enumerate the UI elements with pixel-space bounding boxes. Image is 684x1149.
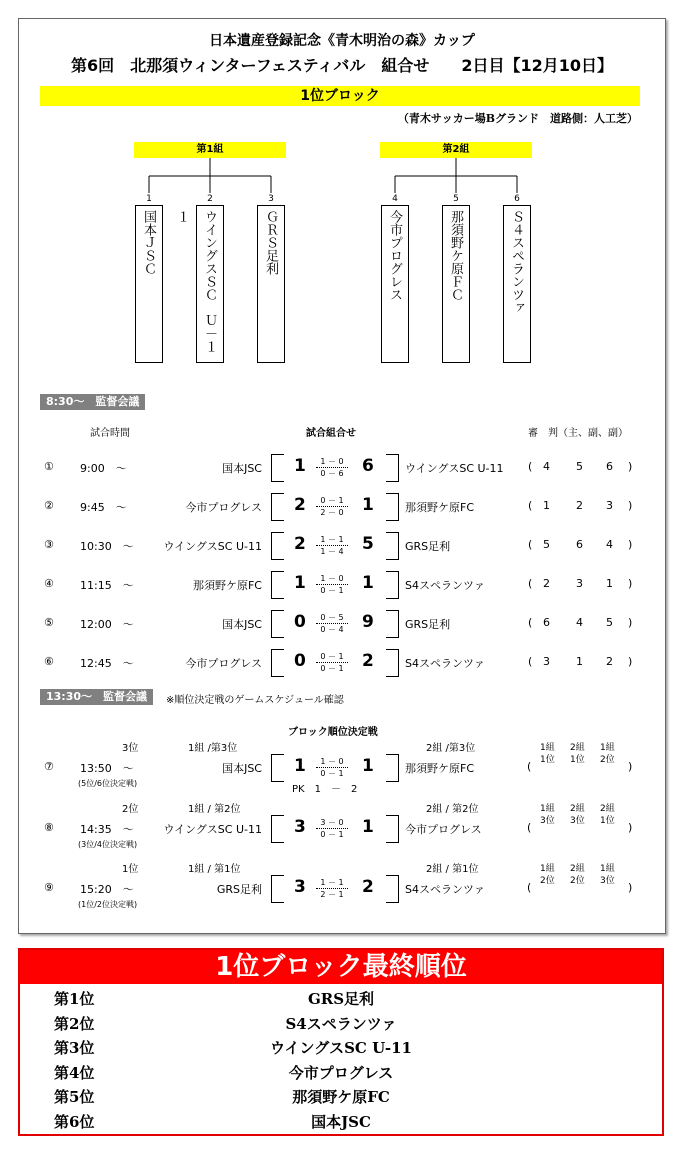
half-scores — [312, 535, 352, 556]
bracket-left — [271, 875, 284, 903]
team-box: ＧＲＳ足利 — [257, 205, 285, 363]
half-divider — [316, 623, 348, 624]
half-scores — [312, 457, 352, 478]
referee: 6 — [576, 538, 583, 551]
playoff-home-label: 1組 /第3位 — [188, 743, 238, 754]
bracket-right — [386, 493, 399, 521]
playoff-away-label: 2組 /第3位 — [426, 743, 476, 754]
half-scores — [312, 878, 352, 899]
home-score: 2 — [294, 534, 306, 554]
first-half-away: 0 — [338, 757, 344, 766]
team-number: 4 — [392, 194, 398, 204]
second-half-away: 1 — [338, 890, 344, 899]
standing-team: 那須野ケ原FC — [292, 1088, 390, 1106]
second-half: 0 － 4 — [320, 625, 344, 634]
match-time: 9:45 ～ — [80, 501, 127, 514]
first-half: 1 － 1 — [320, 535, 344, 544]
ref-open: ( — [527, 760, 532, 773]
referee: 5 — [606, 616, 613, 629]
team-box: ウイングスＳＣ Ｕ－１１ — [196, 205, 224, 363]
col-time: 試合時間 — [90, 428, 130, 439]
bracket-left — [271, 493, 284, 521]
first-half: 0 － 1 — [320, 496, 344, 505]
referee-group: 1組 — [540, 804, 555, 814]
half-divider — [316, 545, 348, 546]
first-half-home: 1 — [320, 574, 326, 583]
ref-close: ) — [628, 616, 633, 629]
referee-rank: 2位 — [600, 755, 615, 765]
second-half-away: 1 — [338, 769, 344, 778]
col-match: 試合組合せ — [306, 428, 356, 439]
referee-rank: 1位 — [540, 755, 555, 765]
half-divider — [316, 828, 348, 829]
referee: 6 — [606, 460, 613, 473]
pk-score: PK 1 － 2 — [292, 784, 358, 795]
first-half: 0 － 1 — [320, 652, 344, 661]
bracket-right — [386, 610, 399, 638]
ref-close: ) — [628, 881, 633, 894]
away-team: 那須野ケ原FC — [405, 762, 475, 775]
first-half-home: 0 — [320, 496, 326, 505]
first-half-away: 5 — [338, 613, 344, 622]
team-number: 2 — [207, 194, 213, 204]
team-number: 5 — [453, 194, 459, 204]
team-number: 1 — [146, 194, 152, 204]
match-row — [0, 608, 684, 638]
bracket-right — [386, 815, 399, 843]
ref-close: ) — [628, 499, 633, 512]
ref-close: ) — [628, 460, 633, 473]
playoff-away-label: 2組 / 第1位 — [426, 864, 479, 875]
bracket-left — [271, 454, 284, 482]
away-score: 9 — [362, 612, 374, 632]
first-half-away: 1 — [338, 878, 344, 887]
referee: 3 — [606, 499, 613, 512]
match-number: ⑧ — [44, 821, 54, 834]
ref-close: ) — [628, 538, 633, 551]
referee: 3 — [576, 577, 583, 590]
away-score: 2 — [362, 651, 374, 671]
meeting2-tag: 13:30～ 監督会議 — [40, 689, 153, 705]
ref-open: ( — [528, 616, 533, 629]
half-divider — [316, 888, 348, 889]
home-score: 1 — [294, 456, 306, 476]
second-half-home: 0 — [320, 586, 326, 595]
playoff-home-label: 1組 / 第2位 — [188, 804, 241, 815]
standing-rank: 第3位 — [54, 1039, 95, 1057]
away-team: S4スペランツァ — [405, 579, 485, 592]
second-half-away: 4 — [338, 547, 344, 556]
second-half-home: 0 — [320, 769, 326, 778]
referee: 6 — [543, 616, 550, 629]
match-number: ② — [44, 499, 54, 512]
bracket-left — [271, 532, 284, 560]
match-row — [0, 647, 684, 677]
away-team: GRS足利 — [405, 618, 451, 631]
referee: 1 — [576, 655, 583, 668]
team-box: Ｓ４スペランツァ — [503, 205, 531, 363]
second-half: 0 － 1 — [320, 830, 344, 839]
referee: 5 — [576, 460, 583, 473]
match-number: ③ — [44, 538, 54, 551]
first-half: 1 － 0 — [320, 574, 344, 583]
match-row — [0, 569, 684, 599]
first-half-home: 0 — [320, 613, 326, 622]
standing-team: GRS足利 — [307, 990, 375, 1008]
ref-open: ( — [527, 881, 532, 894]
standing-rank: 第4位 — [54, 1063, 95, 1082]
second-half-home: 0 — [320, 830, 326, 839]
standing-team: ウイングスSC U-11 — [269, 1039, 412, 1057]
ref-open: ( — [528, 460, 533, 473]
second-half: 2 － 1 — [320, 890, 344, 899]
match-time: 15:20 ～ — [80, 883, 134, 896]
first-half: 1 － 0 — [320, 457, 344, 466]
home-team: 国本JSC — [222, 618, 262, 631]
first-half-home: 1 — [320, 535, 326, 544]
referee-rank: 3位 — [600, 876, 615, 886]
bracket-right — [386, 571, 399, 599]
match-time: 14:35 ～ — [80, 823, 134, 836]
away-score: 1 — [362, 756, 374, 776]
first-half-away: 1 — [338, 496, 344, 505]
group1-label: 第1組 — [134, 142, 286, 158]
away-score: 2 — [362, 877, 374, 897]
first-half-away: 1 — [338, 652, 344, 661]
ref-close: ) — [628, 655, 633, 668]
first-half-home: 0 — [320, 652, 326, 661]
standing-row — [20, 1013, 662, 1037]
referee: 3 — [543, 655, 550, 668]
home-score: 0 — [294, 651, 306, 671]
referee: 2 — [606, 655, 613, 668]
match-number: ① — [44, 460, 54, 473]
bracket-right — [386, 454, 399, 482]
second-half-home: 1 — [320, 547, 326, 556]
ref-open: ( — [528, 577, 533, 590]
half-scores — [312, 496, 352, 517]
first-half-home: 1 — [320, 878, 326, 887]
referee-group: 1組 — [600, 864, 615, 874]
away-team: GRS足利 — [405, 540, 451, 553]
second-half: 0 － 1 — [320, 586, 344, 595]
second-half-home: 0 — [320, 664, 326, 673]
team-box: 国本ＪＳＣ — [135, 205, 163, 363]
home-team: 今市プログレス — [185, 501, 262, 514]
away-score: 1 — [362, 817, 374, 837]
referee-group: 2組 — [600, 804, 615, 814]
first-half: 1 － 0 — [320, 757, 344, 766]
ref-close: ) — [628, 577, 633, 590]
half-scores — [312, 613, 352, 634]
first-half-away: 0 — [338, 457, 344, 466]
match-number: ④ — [44, 577, 54, 590]
home-team: ウイングスSC U-11 — [163, 823, 262, 836]
match-number: ⑦ — [44, 760, 54, 773]
second-half: 0 － 1 — [320, 769, 344, 778]
second-half-away: 4 — [338, 625, 344, 634]
match-time: 11:15 ～ — [80, 579, 134, 592]
home-team: 那須野ケ原FC — [192, 579, 262, 592]
group2-label: 第2組 — [380, 142, 532, 158]
group-bracket-lines — [0, 0, 684, 210]
second-half-home: 2 — [320, 508, 326, 517]
standing-rank: 第1位 — [54, 990, 95, 1008]
first-half-home: 1 — [320, 757, 326, 766]
match-time: 13:50 ～ — [80, 762, 134, 775]
bracket-right — [386, 754, 399, 782]
referee-rank: 3位 — [540, 816, 555, 826]
referee-group: 1組 — [540, 864, 555, 874]
bracket-left — [271, 649, 284, 677]
first-half-home: 1 — [320, 457, 326, 466]
second-half-home: 0 — [320, 469, 326, 478]
playoff-subtitle: (5位/6位決定戦) — [78, 779, 138, 788]
home-score: 3 — [294, 877, 306, 897]
match-time: 9:00 ～ — [80, 462, 127, 475]
bracket-left — [271, 610, 284, 638]
event-subtitle: 第6回 北那須ウィンターフェスティバル 組合せ 2日目【12月10日】 — [71, 56, 613, 75]
second-half: 0 － 1 — [320, 664, 344, 673]
match-time: 10:30 ～ — [80, 540, 134, 553]
standing-rank: 第2位 — [54, 1014, 95, 1033]
first-half: 0 － 5 — [320, 613, 344, 622]
referee-rank: 2位 — [570, 876, 585, 886]
home-score: 1 — [294, 573, 306, 593]
standing-team: 今市プログレス — [288, 1063, 394, 1082]
ref-close: ) — [628, 760, 633, 773]
standing-row — [20, 1086, 662, 1110]
team-box: 今市プログレス — [381, 205, 409, 363]
half-scores — [312, 574, 352, 595]
away-team: S4スペランツァ — [405, 657, 485, 670]
standing-row — [20, 1037, 662, 1061]
final-standings-title: 1位ブロック最終順位 — [20, 950, 662, 984]
referee-rank: 1位 — [570, 755, 585, 765]
bracket-right — [386, 532, 399, 560]
half-divider — [316, 584, 348, 585]
playoff-rank: 1位 — [122, 864, 139, 875]
playoff-subtitle: (3位/4位決定戦) — [78, 840, 138, 849]
home-score: 0 — [294, 612, 306, 632]
ref-open: ( — [528, 538, 533, 551]
away-team: S4スペランツァ — [405, 883, 485, 896]
team-number: 3 — [268, 194, 274, 204]
referee-group: 2組 — [570, 743, 585, 753]
away-score: 1 — [362, 573, 374, 593]
away-score: 5 — [362, 534, 374, 554]
away-team: ウイングスSC U-11 — [405, 462, 504, 475]
half-divider — [316, 662, 348, 663]
home-team: 今市プログレス — [185, 657, 262, 670]
first-half-away: 1 — [338, 535, 344, 544]
ref-close: ) — [628, 821, 633, 834]
bracket-right — [386, 649, 399, 677]
first-half-away: 0 — [338, 818, 344, 827]
referee: 4 — [606, 538, 613, 551]
half-divider — [316, 506, 348, 507]
second-half-away: 1 — [338, 830, 344, 839]
playoff-rank: 2位 — [122, 804, 139, 815]
second-half: 2 － 0 — [320, 508, 344, 517]
event-title: 日本遺産登録記念《青木明治の森》カップ — [209, 33, 475, 49]
away-score: 6 — [362, 456, 374, 476]
referee-group: 1組 — [600, 743, 615, 753]
home-team: ウイングスSC U-11 — [163, 540, 262, 553]
referee: 2 — [543, 577, 550, 590]
meeting1-tag: 8:30～ 監督会議 — [40, 394, 145, 410]
first-half: 3 － 0 — [320, 818, 344, 827]
referee-group: 2組 — [570, 864, 585, 874]
first-half-home: 3 — [320, 818, 326, 827]
second-half: 0 － 6 — [320, 469, 344, 478]
referee: 4 — [543, 460, 550, 473]
bracket-right — [386, 875, 399, 903]
half-scores — [312, 818, 352, 839]
referee: 1 — [543, 499, 550, 512]
half-divider — [316, 767, 348, 768]
standing-row — [20, 1111, 662, 1135]
second-half-home: 0 — [320, 625, 326, 634]
standing-row — [20, 1062, 662, 1086]
first-half: 1 － 1 — [320, 878, 344, 887]
referee-rank: 1位 — [600, 816, 615, 826]
home-score: 1 — [294, 756, 306, 776]
second-half-away: 0 — [338, 508, 344, 517]
away-team: 那須野ケ原FC — [405, 501, 475, 514]
home-team: GRS足利 — [216, 883, 262, 896]
second-half-home: 2 — [320, 890, 326, 899]
referee: 2 — [576, 499, 583, 512]
referee-group: 1組 — [540, 743, 555, 753]
final-standings — [18, 948, 664, 1136]
team-number: 6 — [514, 194, 520, 204]
standing-row — [20, 988, 662, 1012]
match-number: ⑨ — [44, 881, 54, 894]
playoff-subtitle: (1位/2位決定戦) — [78, 900, 138, 909]
away-team: 今市プログレス — [405, 823, 482, 836]
ref-open: ( — [528, 499, 533, 512]
block-banner: 1位ブロック — [40, 86, 640, 106]
referee-rank: 3位 — [570, 816, 585, 826]
second-half-away: 1 — [338, 586, 344, 595]
playoff-home-label: 1組 / 第1位 — [188, 864, 241, 875]
playoff-away-label: 2組 / 第2位 — [426, 804, 479, 815]
away-score: 1 — [362, 495, 374, 515]
ref-open: ( — [527, 821, 532, 834]
match-row — [0, 491, 684, 521]
match-number: ⑤ — [44, 616, 54, 629]
referee: 5 — [543, 538, 550, 551]
referee: 4 — [576, 616, 583, 629]
col-ref: 審 判（主、副、副） — [528, 428, 628, 439]
bracket-left — [271, 754, 284, 782]
bracket-left — [271, 571, 284, 599]
second-half-away: 6 — [338, 469, 344, 478]
match-time: 12:45 ～ — [80, 657, 134, 670]
home-team: 国本JSC — [222, 762, 262, 775]
venue-label: （青木サッカー場Bグランド 道路側：人工芝） — [397, 112, 638, 125]
match-number: ⑥ — [44, 655, 54, 668]
ref-open: ( — [528, 655, 533, 668]
home-score: 2 — [294, 495, 306, 515]
meeting2-note: ※順位決定戦のゲームスケジュール確認 — [166, 695, 344, 706]
standing-rank: 第6位 — [54, 1112, 95, 1131]
half-divider — [316, 467, 348, 468]
match-row — [0, 530, 684, 560]
referee-rank: 2位 — [540, 876, 555, 886]
half-scores — [312, 652, 352, 673]
bracket-left — [271, 815, 284, 843]
referee: 1 — [606, 577, 613, 590]
first-half-away: 0 — [338, 574, 344, 583]
standing-rank: 第5位 — [54, 1088, 95, 1106]
standing-team: S4スペランツァ — [285, 1014, 397, 1033]
half-scores — [312, 757, 352, 778]
match-time: 12:00 ～ — [80, 618, 134, 631]
standing-team: 国本JSC — [311, 1112, 371, 1131]
home-score: 3 — [294, 817, 306, 837]
playoff-title: ブロック順位決定戦 — [288, 727, 378, 738]
team-box: 那須野ケ原ＦＣ — [442, 205, 470, 363]
second-half-away: 1 — [338, 664, 344, 673]
match-row — [0, 452, 684, 482]
second-half: 1 － 4 — [320, 547, 344, 556]
home-team: 国本JSC — [222, 462, 262, 475]
referee-group: 2組 — [570, 804, 585, 814]
playoff-rank: 3位 — [122, 743, 139, 754]
